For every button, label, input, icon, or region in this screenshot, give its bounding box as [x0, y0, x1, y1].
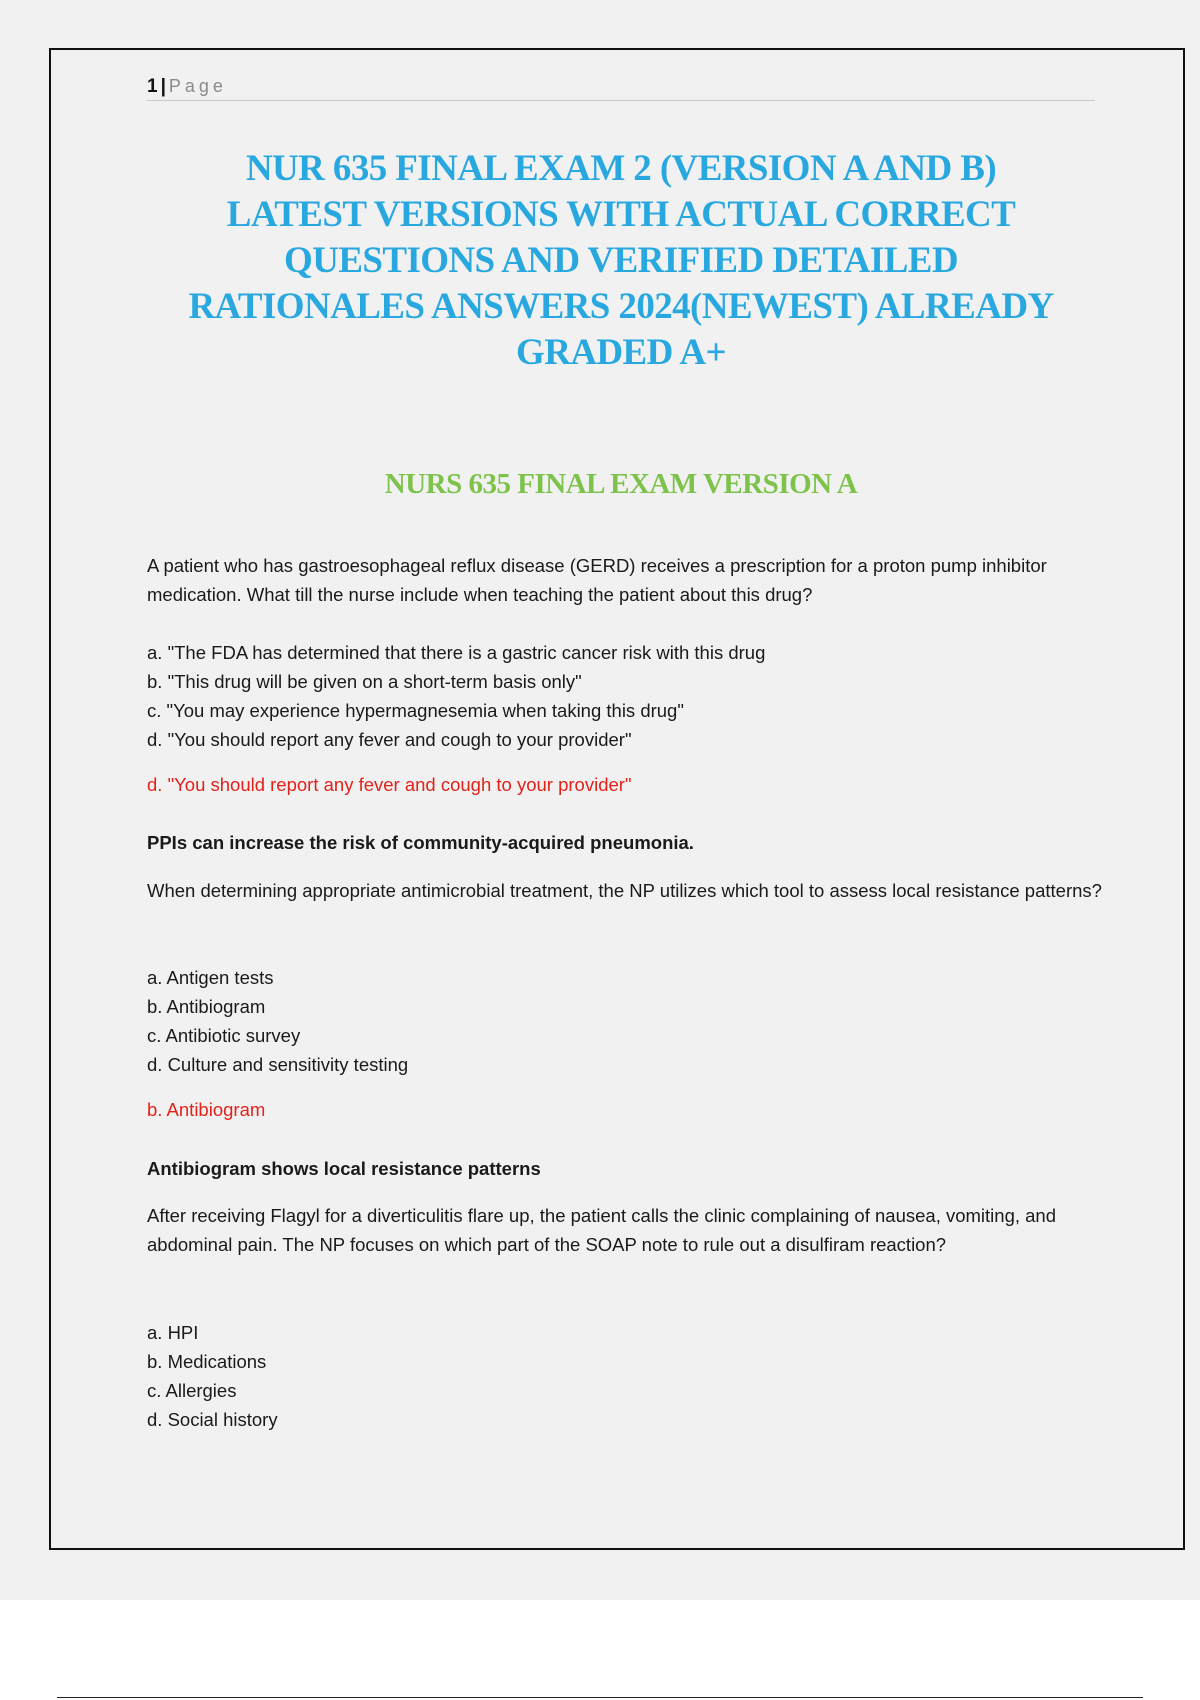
option-d: d. Culture and sensitivity testing — [147, 1054, 409, 1075]
document-page — [49, 48, 1185, 1550]
correct-answer-1: d. "You should report any fever and cough to your provider" — [147, 774, 632, 795]
next-page-area — [0, 1600, 1200, 1700]
section-subtitle: NURS 635 FINAL EXAM VERSION A — [384, 468, 858, 500]
page-separator: | — [160, 76, 166, 97]
option-c: c. "You may experience hypermagnesemia when taking this drug" — [147, 700, 684, 721]
title-line: NUR 635 FINAL EXAM 2 (VERSION A AND B) — [245, 148, 997, 189]
document-title — [131, 146, 1111, 376]
option-c: c. Antibiotic survey — [147, 1025, 301, 1046]
title-line: RATIONALES ANSWERS 2024(NEWEST) ALREADY — [188, 286, 1054, 327]
title-line: LATEST VERSIONS WITH ACTUAL CORRECT — [226, 194, 1016, 235]
option-c: c. Allergies — [147, 1380, 237, 1401]
option-d: d. Social history — [147, 1409, 278, 1430]
question-options-2 — [147, 963, 1107, 1079]
option-d: d. "You should report any fever and cough to your provider" — [147, 729, 632, 750]
page-word: Page — [168, 76, 227, 96]
page-header — [147, 76, 1095, 101]
question-stem-2: When determining appropriate antimicrobial treatment, the NP utilizes which tool to assess local resistance patterns? — [147, 880, 1102, 901]
rationale-1: PPIs can increase the risk of community-acquired pneumonia. — [147, 832, 694, 853]
option-a: a. "The FDA has determined that there is a gastric cancer risk with this drug — [147, 642, 766, 663]
title-line: QUESTIONS AND VERIFIED DETAILED — [284, 240, 958, 281]
next-page-divider — [57, 1697, 1143, 1698]
question-stem-1: A patient who has gastroesophageal reflux disease (GERD) receives a prescription for a proton pump inhibitor medication. What till the nurse include when teaching the patient about this drug? — [147, 555, 1047, 605]
question-options-3 — [147, 1318, 1107, 1434]
option-a: a. HPI — [147, 1322, 199, 1343]
option-a: a. Antigen tests — [147, 967, 274, 988]
correct-answer-2: b. Antibiogram — [147, 1099, 266, 1120]
page-number: 1 — [147, 76, 158, 97]
question-stem-3: After receiving Flagyl for a diverticulitis flare up, the patient calls the clinic complaining of nausea, vomiting, and abdominal pain. The NP focuses on which part of the SOAP note to rule out a disulfiram reaction? — [147, 1205, 1057, 1255]
option-b: b. Antibiogram — [147, 996, 266, 1017]
rationale-2: Antibiogram shows local resistance patterns — [147, 1158, 541, 1179]
question-options-1 — [147, 638, 1107, 754]
option-b: b. Medications — [147, 1351, 267, 1372]
title-line: GRADED A+ — [516, 332, 726, 373]
option-b: b. "This drug will be given on a short-term basis only" — [147, 671, 582, 692]
